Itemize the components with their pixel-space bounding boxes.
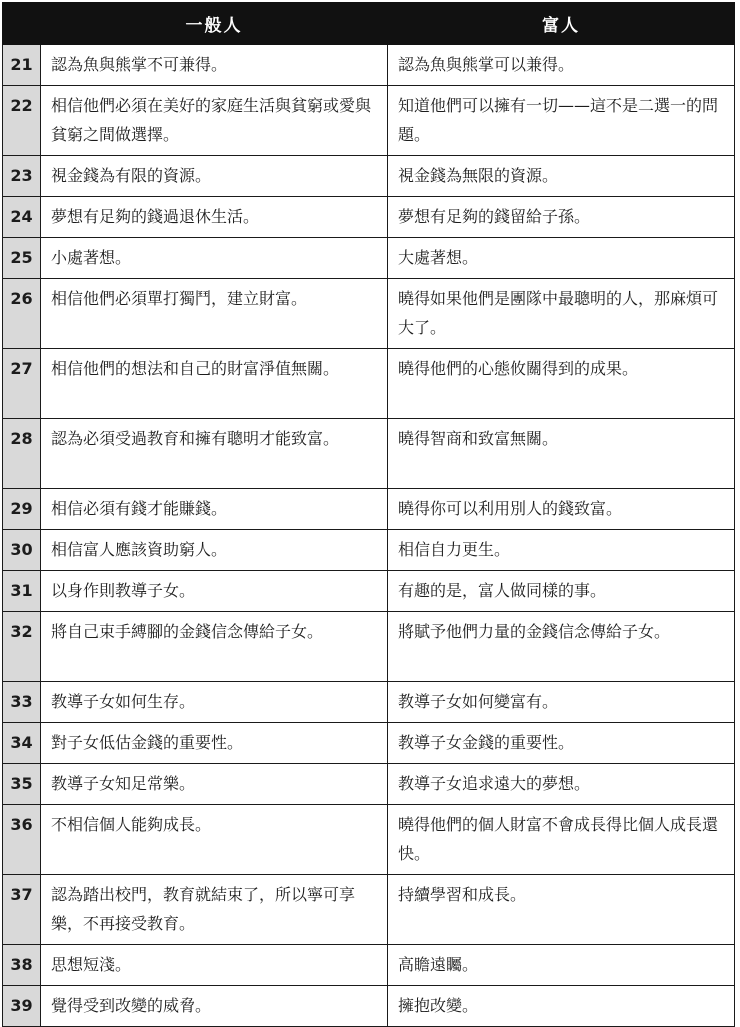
rich-belief: 教導子女如何變富有。 xyxy=(388,682,735,723)
table-row xyxy=(3,764,735,805)
row-number: 28 xyxy=(3,419,41,489)
ordinary-belief: 不相信個人能夠成長。 xyxy=(41,805,388,875)
ordinary-belief: 以身作則教導子女。 xyxy=(41,571,388,612)
header-ordinary-people: 一般人 xyxy=(41,3,388,45)
rich-belief: 曉得他們的個人財富不會成長得比個人成長還快。 xyxy=(388,805,735,875)
table-row xyxy=(3,197,735,238)
row-number: 33 xyxy=(3,682,41,723)
row-number: 39 xyxy=(3,986,41,1027)
table-row xyxy=(3,238,735,279)
table-row xyxy=(3,530,735,571)
rich-belief: 曉得你可以利用別人的錢致富。 xyxy=(388,489,735,530)
ordinary-belief: 相信他們的想法和自己的財富淨值無關。 xyxy=(41,349,388,419)
ordinary-belief: 夢想有足夠的錢過退休生活。 xyxy=(41,197,388,238)
ordinary-belief: 相信他們必須單打獨鬥，建立財富。 xyxy=(41,279,388,349)
row-number: 30 xyxy=(3,530,41,571)
row-number: 24 xyxy=(3,197,41,238)
row-number: 27 xyxy=(3,349,41,419)
table-row xyxy=(3,945,735,986)
table-row xyxy=(3,86,735,156)
ordinary-belief: 相信必須有錢才能賺錢。 xyxy=(41,489,388,530)
row-number: 29 xyxy=(3,489,41,530)
row-number: 38 xyxy=(3,945,41,986)
row-number: 36 xyxy=(3,805,41,875)
table-row xyxy=(3,156,735,197)
row-number: 32 xyxy=(3,612,41,682)
ordinary-belief: 相信富人應該資助窮人。 xyxy=(41,530,388,571)
table-row xyxy=(3,986,735,1027)
rich-belief: 教導子女金錢的重要性。 xyxy=(388,723,735,764)
ordinary-belief: 覺得受到改變的威脅。 xyxy=(41,986,388,1027)
rich-belief: 曉得智商和致富無關。 xyxy=(388,419,735,489)
row-number: 23 xyxy=(3,156,41,197)
rich-belief: 教導子女追求遠大的夢想。 xyxy=(388,764,735,805)
row-number: 31 xyxy=(3,571,41,612)
ordinary-belief: 認為踏出校門，教育就結束了，所以寧可享樂，不再接受教育。 xyxy=(41,875,388,945)
ordinary-belief: 思想短淺。 xyxy=(41,945,388,986)
ordinary-belief: 相信他們必須在美好的家庭生活與貧窮或愛與貧窮之間做選擇。 xyxy=(41,86,388,156)
rich-belief: 有趣的是，富人做同樣的事。 xyxy=(388,571,735,612)
rich-belief: 認為魚與熊掌可以兼得。 xyxy=(388,45,735,86)
table-row xyxy=(3,805,735,875)
ordinary-belief: 認為必須受過教育和擁有聰明才能致富。 xyxy=(41,419,388,489)
table-row xyxy=(3,723,735,764)
rich-belief: 知道他們可以擁有一切——這不是二選一的問題。 xyxy=(388,86,735,156)
row-number: 34 xyxy=(3,723,41,764)
ordinary-belief: 小處著想。 xyxy=(41,238,388,279)
ordinary-belief: 視金錢為有限的資源。 xyxy=(41,156,388,197)
table-row xyxy=(3,419,735,489)
row-number: 26 xyxy=(3,279,41,349)
rich-belief: 高瞻遠矚。 xyxy=(388,945,735,986)
row-number: 21 xyxy=(3,45,41,86)
table-row xyxy=(3,45,735,86)
header-number-cell xyxy=(3,3,41,45)
ordinary-belief: 教導子女知足常樂。 xyxy=(41,764,388,805)
rich-belief: 曉得如果他們是團隊中最聰明的人，那麻煩可大了。 xyxy=(388,279,735,349)
rich-belief: 擁抱改變。 xyxy=(388,986,735,1027)
table-row xyxy=(3,349,735,419)
row-number: 37 xyxy=(3,875,41,945)
table-row xyxy=(3,571,735,612)
rich-belief: 曉得他們的心態攸關得到的成果。 xyxy=(388,349,735,419)
table-row xyxy=(3,875,735,945)
row-number: 22 xyxy=(3,86,41,156)
ordinary-belief: 教導子女如何生存。 xyxy=(41,682,388,723)
row-number: 25 xyxy=(3,238,41,279)
ordinary-belief: 認為魚與熊掌不可兼得。 xyxy=(41,45,388,86)
rich-belief: 相信自力更生。 xyxy=(388,530,735,571)
header-rich-people: 富人 xyxy=(388,3,735,45)
row-number: 35 xyxy=(3,764,41,805)
rich-belief: 視金錢為無限的資源。 xyxy=(388,156,735,197)
table-body xyxy=(3,45,735,1027)
rich-belief: 夢想有足夠的錢留給子孫。 xyxy=(388,197,735,238)
ordinary-belief: 將自己束手縛腳的金錢信念傳給子女。 xyxy=(41,612,388,682)
table-row xyxy=(3,682,735,723)
table-row xyxy=(3,489,735,530)
rich-belief: 持續學習和成長。 xyxy=(388,875,735,945)
comparison-table xyxy=(2,2,735,1027)
table-row xyxy=(3,279,735,349)
rich-belief: 大處著想。 xyxy=(388,238,735,279)
table-header-row xyxy=(3,3,735,45)
table-row xyxy=(3,612,735,682)
rich-belief: 將賦予他們力量的金錢信念傳給子女。 xyxy=(388,612,735,682)
ordinary-belief: 對子女低估金錢的重要性。 xyxy=(41,723,388,764)
